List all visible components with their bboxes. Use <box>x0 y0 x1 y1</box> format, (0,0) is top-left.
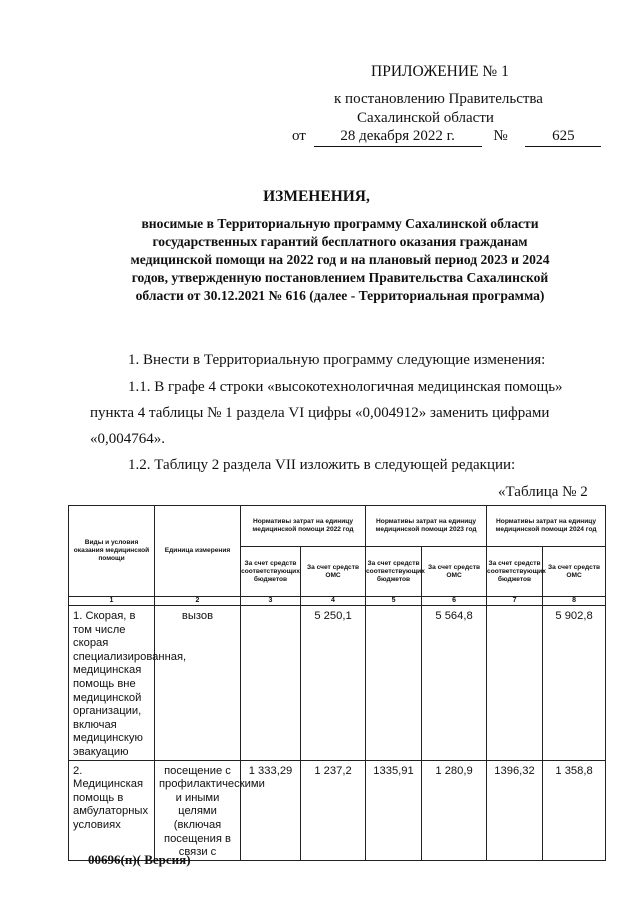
paragraph-1-2: 1.2. Таблицу 2 раздела VII изложить в следующей редакции: <box>128 457 516 473</box>
header-budget-2024: За счет средств соответствующих бюджетов <box>487 547 543 597</box>
paragraph-1: 1. Внести в Территориальную программу следующие изменения: <box>128 352 546 368</box>
cell-budget-2023: 1335,91 <box>366 760 422 860</box>
table-row <box>69 606 606 761</box>
header-oms-2024: За счет средств ОМС <box>543 547 606 597</box>
standards-table <box>68 505 606 861</box>
row-type: 2. Медицинская помощь в амбулаторных условиях <box>69 760 155 860</box>
column-index: 5 <box>366 597 422 606</box>
cell-oms-2022: 5 250,1 <box>301 606 366 761</box>
table-caption: «Таблица № 2 <box>498 484 588 500</box>
row-type: 1. Скорая, в том числе скорая специализированная, медицинская помощь вне медицинской организации, включая медицинскую эвакуацию <box>69 606 155 761</box>
paragraph-1-1-line3: «0,004764». <box>90 431 165 447</box>
resolution-date: 28 декабря 2022 г. <box>314 126 482 147</box>
column-index: 8 <box>543 597 606 606</box>
cell-oms-2024: 5 902,8 <box>543 606 606 761</box>
document-subtitle <box>90 215 590 305</box>
date-number-line <box>292 126 601 147</box>
cell-oms-2024: 1 358,8 <box>543 760 606 860</box>
appendix-title: ПРИЛОЖЕНИЕ № 1 <box>371 63 509 80</box>
header-unit: Единица измерения <box>155 506 241 597</box>
column-index: 6 <box>422 597 487 606</box>
column-index: 7 <box>487 597 543 606</box>
region-line: Сахалинской области <box>357 110 494 126</box>
cell-oms-2023: 1 280,9 <box>422 760 487 860</box>
subtitle-line: годов, утвержденную постановлением Правительства Сахалинской <box>131 270 549 285</box>
document-title: ИЗМЕНЕНИЯ, <box>263 188 370 205</box>
cell-budget-2022 <box>241 606 301 761</box>
document-footer-code: 00696(п)( Версия) <box>88 852 191 867</box>
subtitle-line: государственных гарантий бесплатного оказания гражданам <box>152 234 528 249</box>
cell-oms-2022: 1 237,2 <box>301 760 366 860</box>
resolution-number: 625 <box>525 126 601 147</box>
column-index: 2 <box>155 597 241 606</box>
header-types: Виды и условия оказания медицинской помощи <box>69 506 155 597</box>
cell-oms-2023: 5 564,8 <box>422 606 487 761</box>
paragraph-1-1-line2: пункта 4 таблицы № 1 раздела VI цифры «0,004912» заменить цифрами <box>90 405 550 421</box>
header-oms-2023: За счет средств ОМС <box>422 547 487 597</box>
subtitle-line: вносимые в Территориальную программу Сахалинской области <box>141 216 539 231</box>
column-index: 4 <box>301 597 366 606</box>
number-label: № <box>493 128 508 144</box>
table-row <box>69 760 606 860</box>
header-group-2024: Нормативы затрат на единицу медицинской помощи 2024 год <box>487 506 606 547</box>
column-index: 3 <box>241 597 301 606</box>
subtitle-line: области от 30.12.2021 № 616 (далее - Территориальная программа) <box>135 288 545 303</box>
column-index: 1 <box>69 597 155 606</box>
from-label: от <box>292 128 306 144</box>
header-oms-2022: За счет средств ОМС <box>301 547 366 597</box>
header-budget-2023: За счет средств соответствующих бюджетов <box>366 547 422 597</box>
paragraph-1-1-line1: 1.1. В графе 4 строки «высокотехнологичная медицинская помощь» <box>128 379 563 395</box>
cell-budget-2024: 1396,32 <box>487 760 543 860</box>
cell-budget-2024 <box>487 606 543 761</box>
subtitle-line: медицинской помощи на 2022 год и на плановый период 2023 и 2024 <box>130 252 550 267</box>
cell-budget-2023 <box>366 606 422 761</box>
cell-budget-2022: 1 333,29 <box>241 760 301 860</box>
header-group-2022: Нормативы затрат на единицу медицинской помощи 2022 год <box>241 506 366 547</box>
header-budget-2022: За счет средств соответствующих бюджетов <box>241 547 301 597</box>
row-unit: посещение с профилактическими и иными целями (включая посещения в связи с <box>155 760 241 860</box>
row-unit: вызов <box>155 606 241 761</box>
resolution-line: к постановлению Правительства <box>334 91 543 107</box>
header-group-2023: Нормативы затрат на единицу медицинской помощи 2023 год <box>366 506 487 547</box>
